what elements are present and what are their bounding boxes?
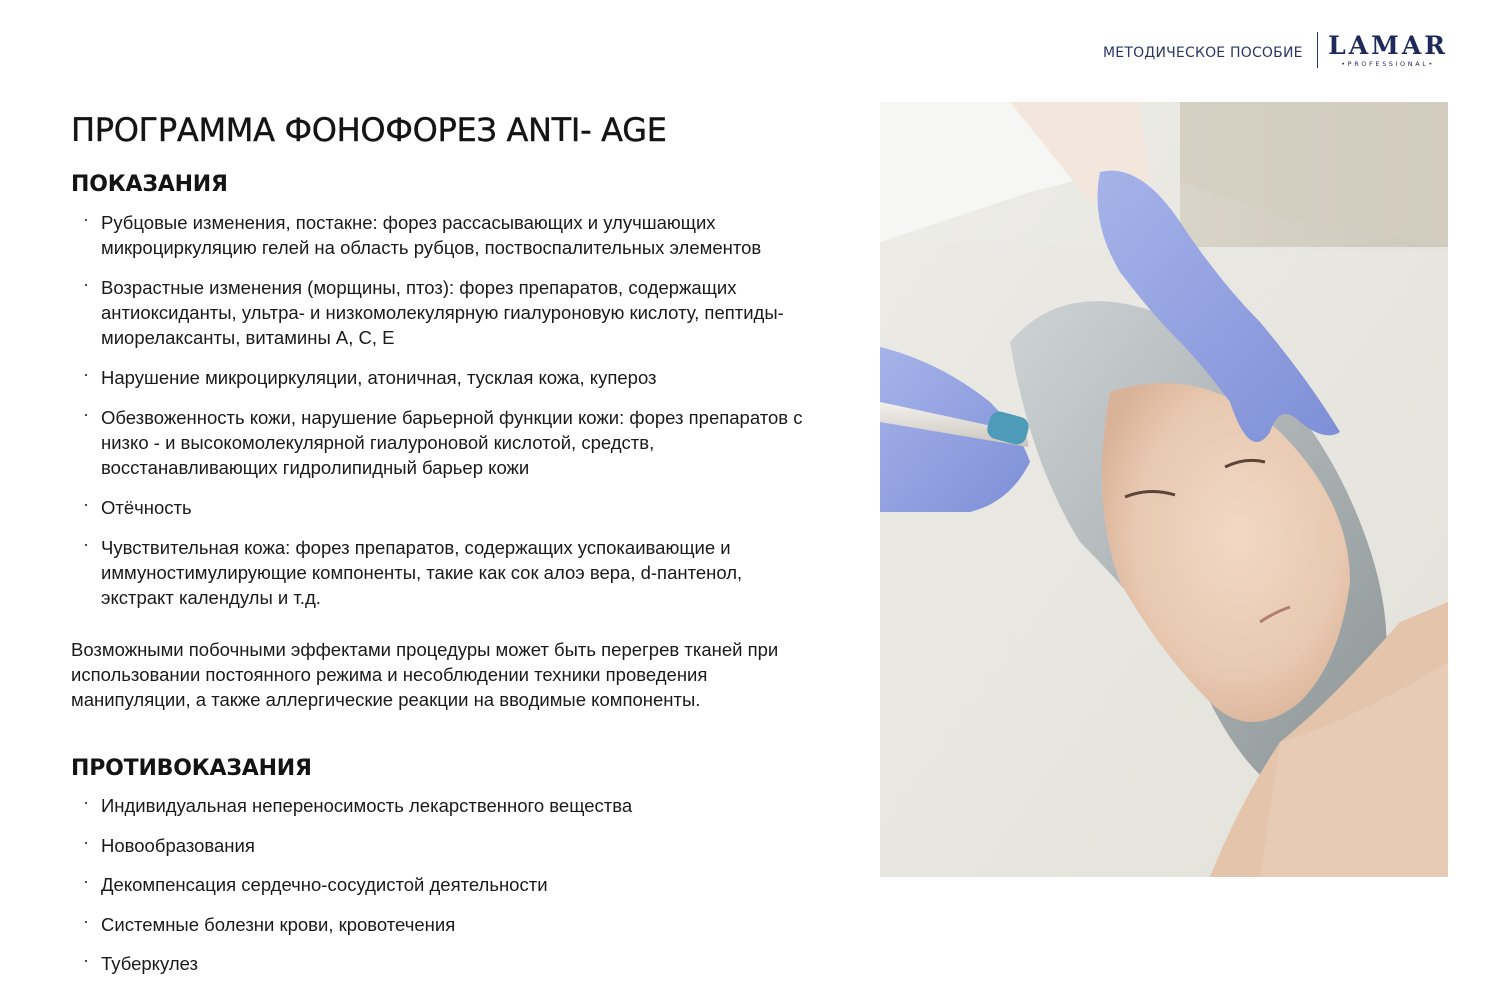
header-label: МЕТОДИЧЕСКОЕ ПОСОБИЕ (1103, 45, 1303, 61)
logo-main-text: LAMAR (1328, 30, 1448, 60)
main-content (71, 108, 811, 991)
procedure-photo-illustration (880, 102, 1448, 877)
procedure-photo (880, 102, 1448, 877)
contraindications-list (71, 793, 811, 976)
contraindications-heading: ПРОТИВОКАЗАНИЯ (71, 756, 312, 781)
side-effects-note: Возможными побочными эффектами процедуры может быть перегрев тканей при использовании постоянного режима и несоблюдении техники проведения манипуляции, а также аллергические реакции на вводимые компоненты. (71, 639, 779, 710)
indication-item: · Отёчность (71, 495, 811, 520)
contraindication-item: · Туберкулез (71, 951, 811, 976)
page-title: ПРОГРАММА ФОНОФОРЕЗ ANTI- AGE (71, 111, 667, 149)
lamar-logo (1328, 30, 1448, 68)
contraindication-item: · Системные болезни крови, кровотечения (71, 912, 811, 937)
contraindication-item: · Новообразования (71, 833, 811, 858)
indications-list (71, 210, 811, 610)
indication-item: · Возрастные изменения (морщины, птоз): форез препаратов, содержащих антиоксиданты, ультра- и низкомолекулярную гиалуроновую кислоту, пептиды-миорелаксанты, витамины А, С, Е (71, 275, 811, 350)
indications-heading: ПОКАЗАНИЯ (71, 172, 228, 197)
header-divider (1317, 32, 1319, 68)
indication-item: · Обезвоженность кожи, нарушение барьерной функции кожи: форез препаратов с низко - и высокомолекулярной гиалуроновой кислотой, средств, восстанавливающих гидролипидный барьер кожи (71, 405, 811, 480)
indication-item: · Нарушение микроциркуляции, атоничная, тусклая кожа, купероз (71, 365, 811, 390)
logo-sub-text: •PROFESSIONAL• (1341, 59, 1435, 68)
page-header (1103, 31, 1448, 69)
indication-item: · Чувствительная кожа: форез препаратов, содержащих успокаивающие и иммуностимулирующие компоненты, такие как сок алоэ вера, d-пантенол, экстракт календулы и т.д. (71, 535, 811, 610)
contraindication-item: · Индивидуальная непереносимость лекарственного вещества (71, 793, 811, 818)
contraindication-item: · Декомпенсация сердечно-сосудистой деятельности (71, 872, 811, 897)
indication-item: · Рубцовые изменения, постакне: форез рассасывающих и улучшающих микроциркуляцию гелей на область рубцов, поствоспалительных элементов (71, 210, 811, 260)
